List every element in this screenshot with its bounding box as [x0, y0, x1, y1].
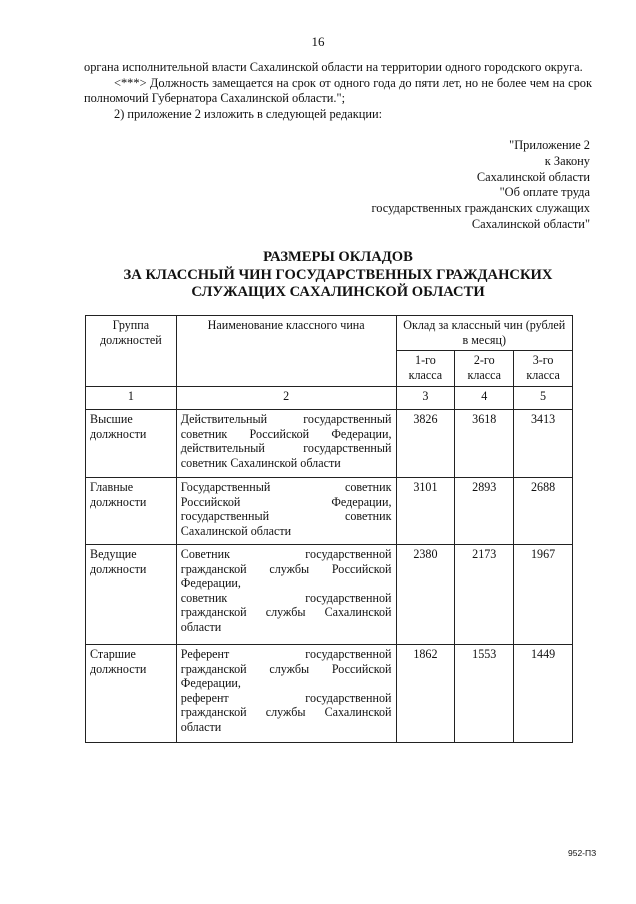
- name-line: советник государственной: [180, 590, 392, 605]
- intro-paragraph-1: органа исполнительной власти Сахалинской области на территории одного городского округа.: [84, 60, 583, 74]
- row-class-1-value: 3826: [396, 410, 455, 478]
- name-line: Российской Федерации,: [180, 494, 392, 509]
- row-class-2-value: 2893: [455, 478, 514, 545]
- name-line: Государственный советник: [180, 480, 392, 494]
- row-class-1-value: 1862: [396, 645, 455, 743]
- name-line: Референт государственной: [180, 647, 392, 661]
- column-number: 5: [514, 387, 573, 410]
- table-header-row: [86, 316, 573, 351]
- header-class-2: 2-го класса: [455, 351, 514, 387]
- row-class-3-value: 1449: [514, 645, 573, 743]
- table-row: [86, 645, 573, 743]
- row-name: [176, 545, 396, 645]
- intro-text: [84, 60, 592, 122]
- row-class-1-value: 3101: [396, 478, 455, 545]
- table-row: [86, 545, 573, 645]
- name-line: области: [180, 619, 222, 634]
- name-line: референт государственной: [180, 690, 392, 705]
- row-name: [176, 645, 396, 743]
- row-group: Главные должности: [86, 478, 177, 545]
- name-line: Федерации,: [180, 576, 241, 590]
- name-line: Сахалинской области: [180, 523, 292, 538]
- title-line: ЗА КЛАССНЫЙ ЧИН ГОСУДАРСТВЕННЫХ ГРАЖДАНСКИХ: [123, 266, 553, 283]
- name-line: области: [180, 719, 222, 734]
- header-group: Группа должностей: [86, 316, 177, 387]
- row-name: [176, 478, 396, 545]
- page-number: 16: [311, 34, 325, 49]
- intro-paragraph-3: 2) приложение 2 изложить в следующей редакции:: [114, 106, 383, 121]
- row-class-2-value: 2173: [455, 545, 514, 645]
- header-name: Наименование классного чина: [176, 316, 396, 387]
- row-group: Старшие должности: [86, 645, 177, 743]
- document-title: [84, 249, 592, 302]
- header-class-3: 3-го класса: [514, 351, 573, 387]
- header-class-1: 1-го класса: [396, 351, 455, 387]
- name-line: государственный советник: [180, 509, 392, 523]
- column-number: 3: [396, 387, 455, 410]
- name-line: гражданской службы Сахалинской: [180, 705, 392, 719]
- name-line: Федерации,: [180, 676, 241, 690]
- row-group: Ведущие должности: [86, 545, 177, 645]
- name-line: гражданской службы Российской: [180, 661, 392, 676]
- row-class-3-value: 1967: [514, 545, 573, 645]
- name-line: советник Российской Федерации,: [180, 426, 392, 441]
- row-class-3-value: 2688: [514, 478, 573, 545]
- document-code: 952-ПЗ: [568, 848, 597, 858]
- appendix-line: к Закону: [544, 153, 590, 168]
- name-line: советник Сахалинской области: [180, 455, 341, 470]
- title-line: СЛУЖАЩИХ САХАЛИНСКОЙ ОБЛАСТИ: [191, 284, 485, 300]
- row-class-2-value: 3618: [455, 410, 514, 478]
- appendix-line: Сахалинской области: [476, 169, 590, 184]
- title-line: РАЗМЕРЫ ОКЛАДОВ: [263, 249, 413, 265]
- row-group: Высшие должности: [86, 410, 177, 478]
- column-number: 4: [455, 387, 514, 410]
- salary-table: [85, 315, 573, 743]
- column-number: 2: [176, 387, 396, 410]
- appendix-line: "Приложение 2: [509, 138, 590, 152]
- table-row: [86, 410, 573, 478]
- appendix-line: Сахалинской области": [471, 216, 590, 231]
- appendix-line: государственных гражданских служащих: [371, 201, 590, 216]
- name-line: Советник государственной: [180, 547, 392, 561]
- row-class-2-value: 1553: [455, 645, 514, 743]
- intro-paragraph-2: <***> Должность замещается на срок от одного года до пяти лет, но не более чем на срок полномочий Губернатора Сахалинской области.";: [84, 75, 592, 105]
- appendix-reference: [372, 138, 590, 233]
- table-row: [86, 478, 573, 545]
- row-class-3-value: 3413: [514, 410, 573, 478]
- column-number-row: [86, 387, 573, 410]
- row-class-1-value: 2380: [396, 545, 455, 645]
- name-line: гражданской службы Российской: [180, 561, 392, 576]
- row-name: [176, 410, 396, 478]
- column-number: 1: [86, 387, 177, 410]
- name-line: действительный государственный: [180, 441, 392, 455]
- appendix-line: "Об оплате труда: [499, 185, 590, 200]
- name-line: гражданской службы Сахалинской: [180, 605, 392, 619]
- header-salary: Оклад за классный чин (рублей в месяц): [396, 316, 573, 351]
- name-line: Действительный государственный: [180, 412, 392, 426]
